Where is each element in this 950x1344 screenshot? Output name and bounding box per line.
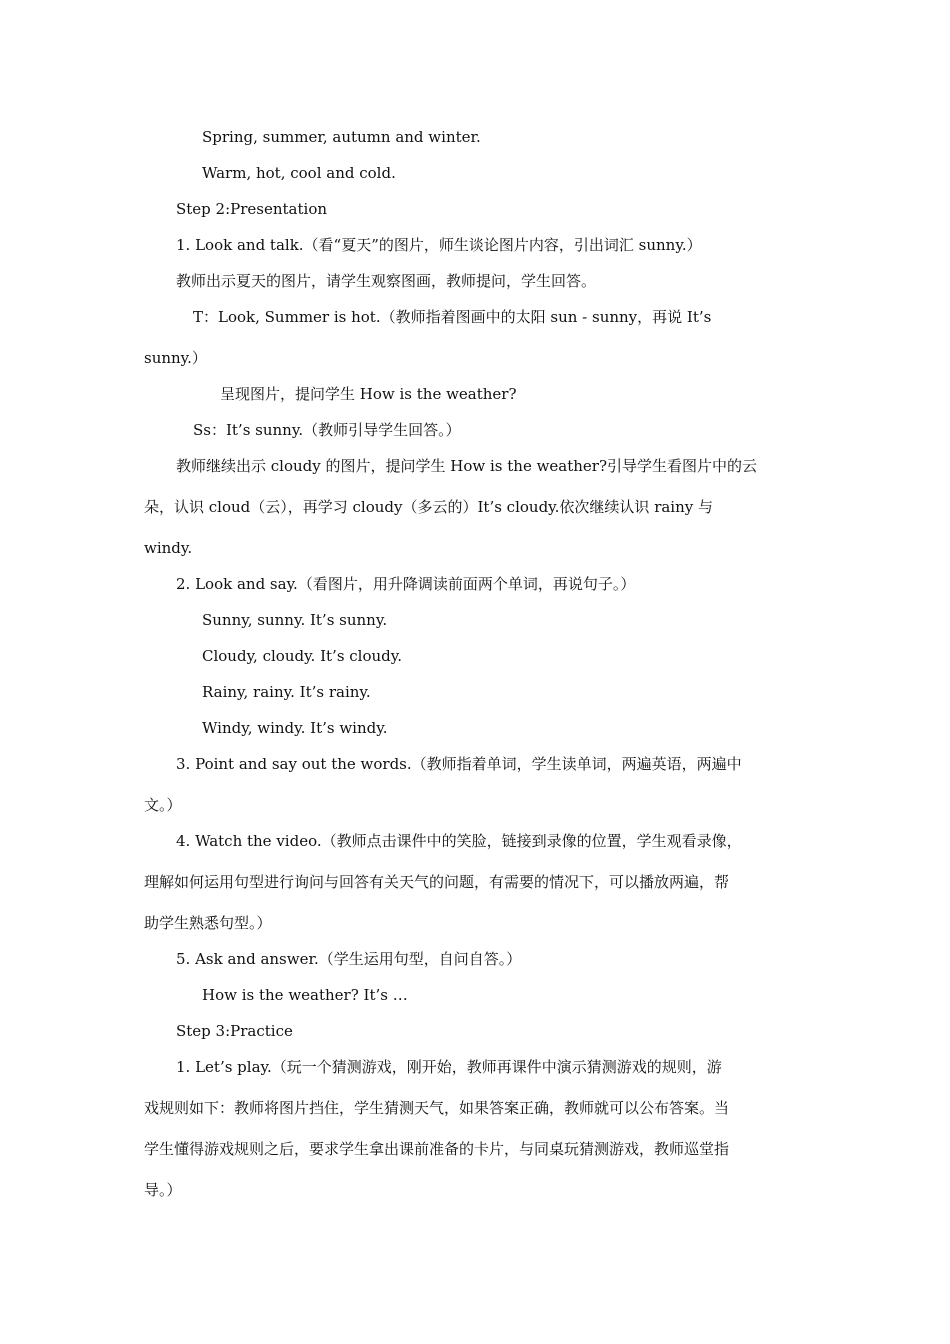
text-line: 呈现图片，提问学生 How is the weather? <box>220 385 517 403</box>
text-line: Warm, hot, cool and cold. <box>202 164 396 182</box>
text-line: 理解如何运用句型进行询问与回答有关天气的问题，有需要的情况下，可以播放两遍，帮 <box>144 873 730 891</box>
text-line: windy. <box>144 539 193 557</box>
text-line: Ss：It’s sunny.（教师引导学生回答。） <box>193 421 461 439</box>
text-line: 4. Watch the video.（教师点击课件中的笑脸，链接到录像的位置，学生观看录像， <box>176 832 742 850</box>
text-line: Cloudy, cloudy. It’s cloudy. <box>202 647 403 665</box>
text-line: sunny.） <box>144 349 207 367</box>
text-line: Sunny, sunny. It’s sunny. <box>202 611 388 629</box>
text-line: 5. Ask and answer.（学生运用句型，自问自答。） <box>176 950 522 968</box>
text-line: 1. Look and talk.（看“夏天”的图片，师生谈论图片内容，引出词汇 sunny.） <box>176 236 702 254</box>
text-line: 戏规则如下：教师将图片挡住，学生猜测天气，如果答案正确，教师就可以公布答案。当 <box>144 1099 730 1117</box>
section-heading: Step 2:Presentation <box>176 200 328 218</box>
text-line: 2. Look and say.（看图片，用升降调读前面两个单词，再说句子。） <box>176 575 636 593</box>
text-line: T：Look, Summer is hot.（教师指着图画中的太阳 sun - sunny，再说 It’s <box>193 308 712 326</box>
section-heading: Step 3:Practice <box>176 1022 293 1040</box>
text-line: Spring, summer, autumn and winter. <box>202 128 481 146</box>
text-line: Rainy, rainy. It’s rainy. <box>202 683 371 701</box>
text-line: 学生懂得游戏规则之后，要求学生拿出课前准备的卡片，与同桌玩猜测游戏，教师巡堂指 <box>144 1140 730 1158</box>
text-line: Windy, windy. It’s windy. <box>202 719 388 737</box>
text-line: 教师出示夏天的图片，请学生观察图画，教师提问，学生回答。 <box>176 272 597 290</box>
text-line: 助学生熟悉句型。） <box>144 914 272 932</box>
text-line: How is the weather? It’s … <box>202 986 408 1004</box>
text-line: 教师继续出示 cloudy 的图片，提问学生 How is the weather?引导学生看图片中的云 <box>176 457 758 475</box>
text-line: 3. Point and say out the words.（教师指着单词，学生读单词，两遍英语，两遍中 <box>176 755 742 773</box>
text-line: 导。） <box>144 1181 182 1199</box>
text-line: 文。） <box>144 796 182 814</box>
text-line: 朵，认识 cloud（云），再学习 cloudy（多云的）It’s cloudy.依次继续认识 rainy 与 <box>144 498 714 516</box>
text-line: 1. Let’s play.（玩一个猜测游戏，刚开始，教师再课件中演示猜测游戏的规则，游 <box>176 1058 722 1076</box>
